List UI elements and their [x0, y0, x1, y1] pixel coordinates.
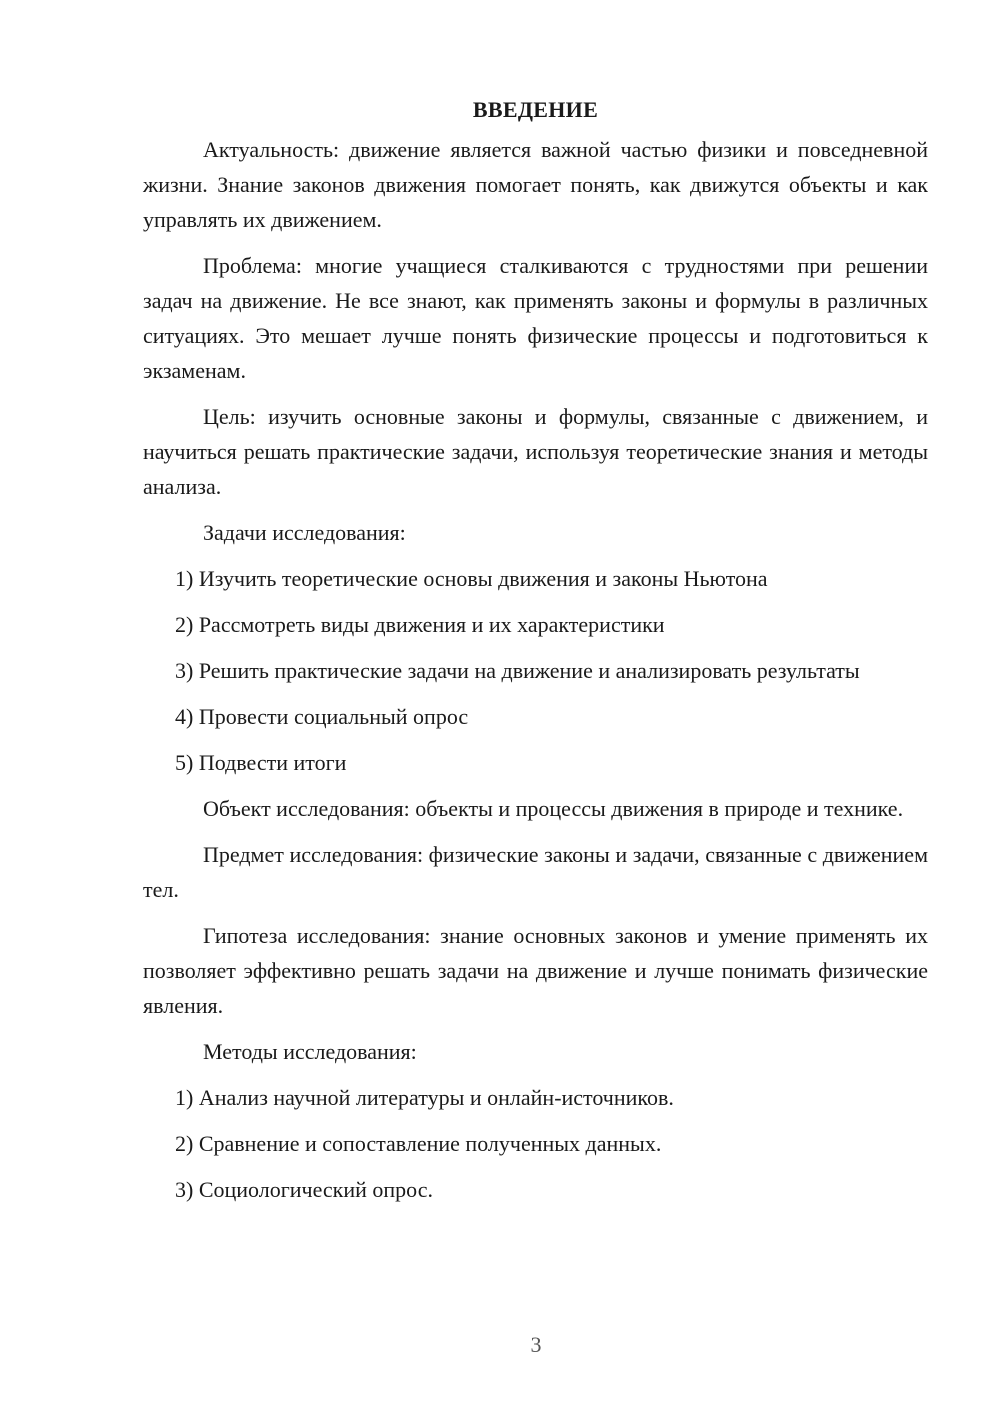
- problem-paragraph: Проблема: многие учащиеся сталкиваются с трудностями при решении задач на движение. Не все знают, как применять законы и формулы в различных ситуациях. Это мешает лучше понять физические процессы и подготовиться к экзаменам.: [143, 253, 928, 383]
- goal-paragraph: Цель: изучить основные законы и формулы, связанные с движением, и научиться решать практические задачи, используя теоретические знания и методы анализа.: [143, 404, 928, 499]
- object-paragraph: Объект исследования: объекты и процессы движения в природе и технике.: [203, 796, 904, 821]
- page-title: ВВЕДЕНИЕ: [472, 97, 599, 122]
- method-item: 1) Анализ научной литературы и онлайн-источников.: [175, 1085, 674, 1110]
- hypothesis-paragraph: Гипотеза исследования: знание основных законов и умение применять их позволяет эффективно решать задачи на движение и лучше понимать физические явления.: [143, 923, 928, 1018]
- page-number: 3: [530, 1332, 542, 1357]
- methods-heading: Методы исследования:: [203, 1039, 417, 1064]
- subject-paragraph: Предмет исследования: физические законы и задачи, связанные с движением тел.: [143, 842, 928, 902]
- method-item: 3) Социологический опрос.: [175, 1177, 433, 1202]
- task-item: 1) Изучить теоретические основы движения и законы Ньютона: [175, 566, 768, 591]
- task-item: 5) Подвести итоги: [175, 750, 347, 775]
- method-item: 2) Сравнение и сопоставление полученных данных.: [175, 1131, 662, 1156]
- document-page: [143, 92, 928, 1218]
- tasks-heading: Задачи исследования:: [203, 520, 406, 545]
- actuality-paragraph: Актуальность: движение является важной частью физики и повседневной жизни. Знание законов движения помогает понять, как движутся объекты и как управлять их движением.: [143, 137, 928, 232]
- task-item: 3) Решить практические задачи на движение и анализировать результаты: [175, 658, 860, 683]
- task-item: 2) Рассмотреть виды движения и их характеристики: [175, 612, 665, 637]
- task-item: 4) Провести социальный опрос: [175, 704, 469, 729]
